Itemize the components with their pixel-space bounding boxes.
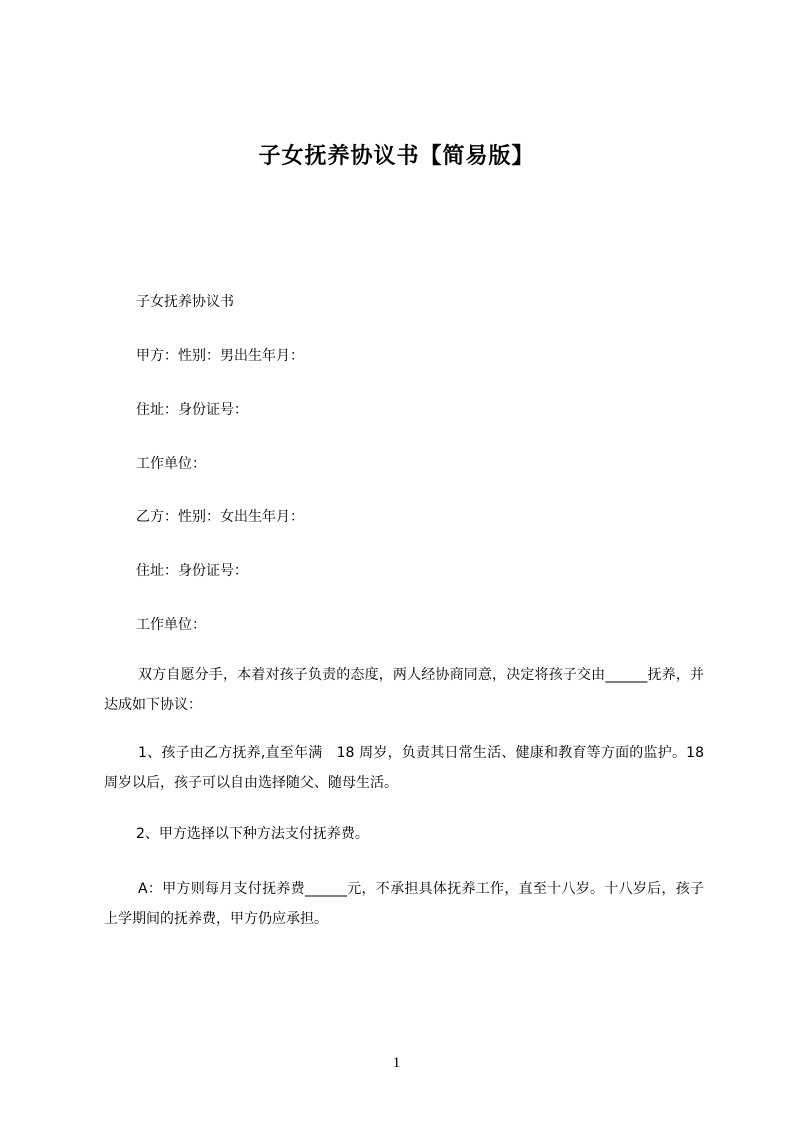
clause-1-paragraph: 1、孩子由乙方抚养,直至年满 18 周岁，负责其日常生活、健康和教育等方面的监护。18 周岁以后，孩子可以自由选择随父、随母生活。 <box>104 745 704 791</box>
party-b-address-id: 住址：身份证号： <box>136 563 248 579</box>
party-a-workplace: 工作单位： <box>136 456 206 472</box>
intro-paragraph: 双方自愿分手，本着对孩子负责的态度，两人经协商同意，决定将孩子交由______抚养，并达成如下协议： <box>104 667 704 713</box>
clause-2-paragraph: 2、甲方选择以下种方法支付抚养费。 <box>136 826 369 842</box>
page-number: 1 <box>392 1055 401 1071</box>
clause-2a-paragraph: A：甲方则每月支付抚养费______元，不承担具体抚养工作，直至十八岁。十八岁后，孩子上学期间的抚养费，甲方仍应承担。 <box>104 881 704 927</box>
document-title: 子女抚养协议书【简易版】 <box>258 144 535 169</box>
party-b-workplace: 工作单位： <box>136 617 206 633</box>
document-subtitle: 子女抚养协议书 <box>136 294 234 310</box>
party-b-gender-birth: 乙方：性别：女出生年月： <box>136 509 304 525</box>
party-a-gender-birth: 甲方：性别：男出生年月： <box>136 348 304 364</box>
party-a-address-id: 住址：身份证号： <box>136 402 248 418</box>
